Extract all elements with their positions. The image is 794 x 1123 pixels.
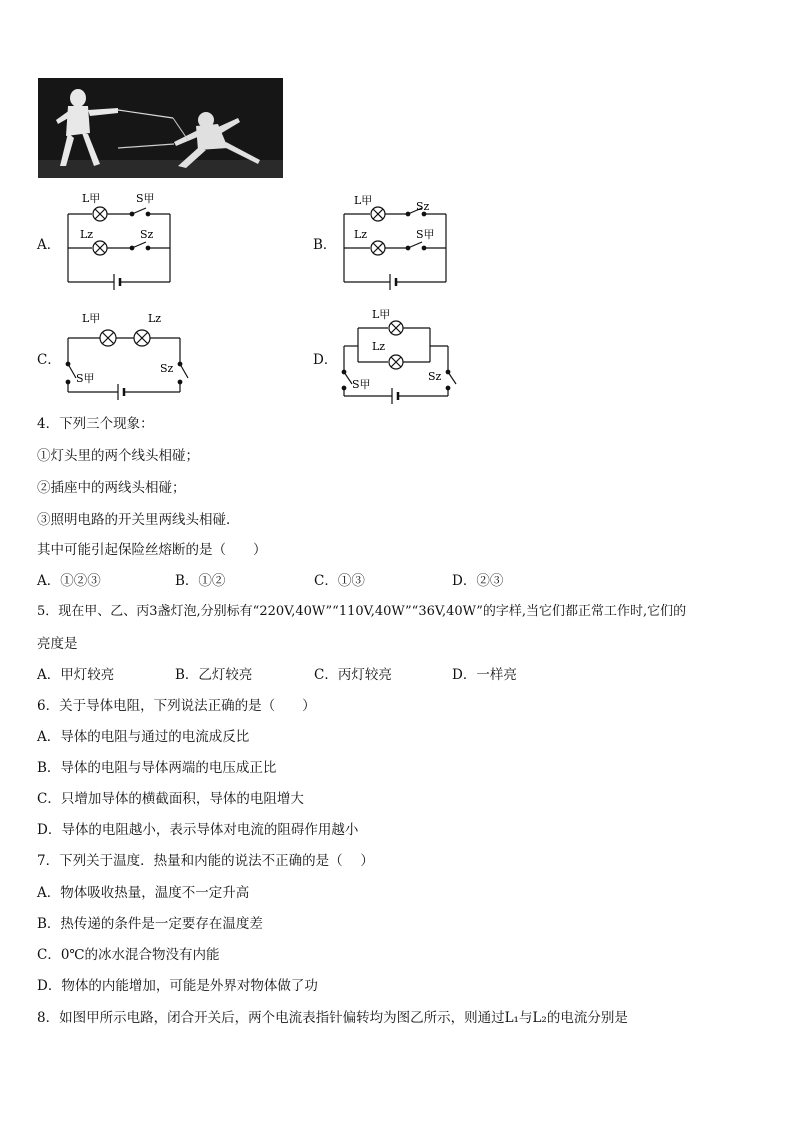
q4-item-2: ②插座中的两线头相碰； xyxy=(37,480,186,496)
q7-stem: 7．下列关于温度．热量和内能的说法不正确的是（ ） xyxy=(37,853,374,869)
q4-item-1: ①灯头里的两个线头相碰； xyxy=(37,448,199,464)
q4-stem: 4．下列三个现象： xyxy=(37,416,154,432)
circuit-diagram-a xyxy=(62,190,177,295)
svg-text:S甲: S甲 xyxy=(76,372,95,385)
svg-text:L甲: L甲 xyxy=(354,194,373,207)
q4-option-c: C．①③ xyxy=(314,573,365,589)
svg-text:Sz: Sz xyxy=(428,370,442,383)
svg-text:Sz: Sz xyxy=(416,200,430,213)
q7-option-a: A．物体吸收热量，温度不一定升高 xyxy=(37,885,250,901)
fencing-photo xyxy=(38,78,283,178)
q5-option-d: D．一样亮 xyxy=(452,667,517,683)
svg-text:S甲: S甲 xyxy=(352,378,371,391)
circuit-diagram-b xyxy=(338,190,453,295)
q6-option-d: D．导体的电阻越小，表示导体对电流的阻碍作用越小 xyxy=(37,822,359,838)
svg-text:Lz: Lz xyxy=(372,340,386,353)
svg-text:Sz: Sz xyxy=(160,362,174,375)
svg-text:Lz: Lz xyxy=(148,312,162,325)
svg-text:S甲: S甲 xyxy=(416,228,435,241)
svg-text:L甲: L甲 xyxy=(82,192,101,205)
circuit-diagram-d xyxy=(338,304,468,409)
q4-ask: 其中可能引起保险丝熔断的是（ ） xyxy=(37,542,267,558)
q8-stem: 8．如图甲所示电路，闭合开关后，两个电流表指针偏转均为图乙所示，则通过L₁与L₂的电流分别是 xyxy=(37,1010,628,1026)
q5-stem-cont: 亮度是 xyxy=(37,636,78,652)
q6-option-a: A．导体的电阻与通过的电流成反比 xyxy=(37,729,250,745)
svg-text:Sz: Sz xyxy=(140,228,154,241)
option-letter-d: D． xyxy=(313,352,338,368)
q4-option-a: A．①②③ xyxy=(37,573,101,589)
option-letter-b: B． xyxy=(313,237,337,253)
svg-text:S甲: S甲 xyxy=(136,192,155,205)
q4-option-d: D．②③ xyxy=(452,573,504,589)
q6-option-c: C．只增加导体的横截面积，导体的电阻增大 xyxy=(37,791,304,807)
q5-option-a: A．甲灯较亮 xyxy=(37,667,115,683)
svg-text:Lz: Lz xyxy=(80,228,94,241)
q4-option-b: B．①② xyxy=(175,573,226,589)
q6-option-b: B．导体的电阻与导体两端的电压成正比 xyxy=(37,760,277,776)
option-letter-a: A． xyxy=(37,237,61,253)
q4-item-3: ③照明电路的开关里两线头相碰． xyxy=(37,512,240,528)
svg-text:L甲: L甲 xyxy=(372,308,391,321)
svg-text:L甲: L甲 xyxy=(82,312,101,325)
option-letter-c: C． xyxy=(37,352,61,368)
q6-stem: 6．关于导体电阻，下列说法正确的是（ ） xyxy=(37,698,316,714)
q7-option-b: B．热传递的条件是一定要存在温度差 xyxy=(37,916,263,932)
q7-option-d: D．物体的内能增加，可能是外界对物体做了功 xyxy=(37,978,318,994)
q5-option-b: B．乙灯较亮 xyxy=(175,667,253,683)
q5-option-c: C．丙灯较亮 xyxy=(314,667,392,683)
svg-text:Lz: Lz xyxy=(354,228,368,241)
q5-stem: 5．现在甲、乙、丙3盏灯泡,分别标有“220V,40W”“110V,40W”“36V,40W”的字样,当它们都正常工作时,它们的 xyxy=(37,604,687,619)
circuit-diagram-c xyxy=(60,308,200,403)
q7-option-c: C．0℃的冰水混合物没有内能 xyxy=(37,947,220,963)
